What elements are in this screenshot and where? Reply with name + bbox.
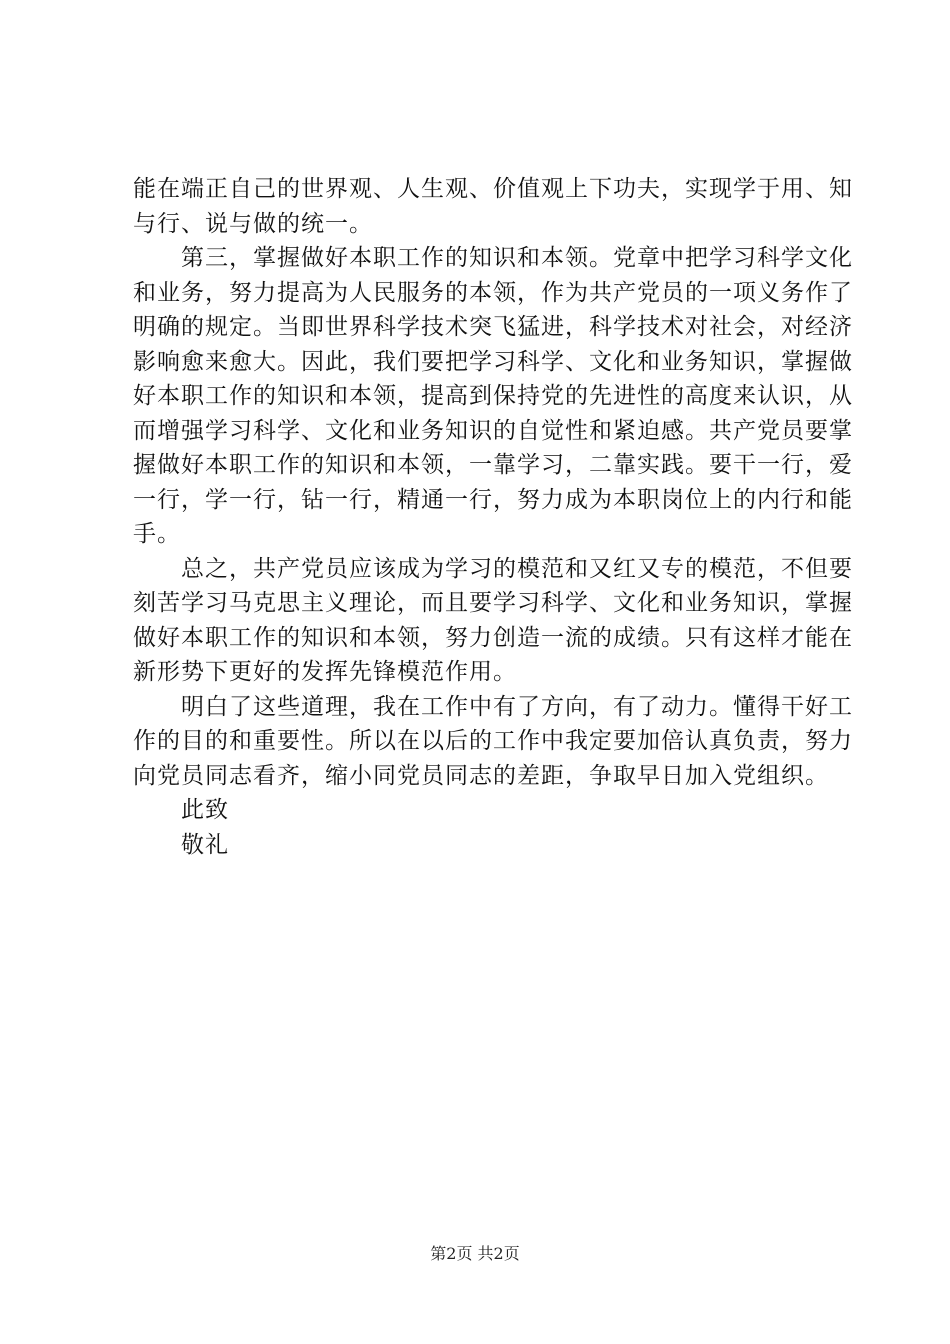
document-body <box>133 172 853 862</box>
paragraph-continuation: 能在端正自己的世界观、人生观、价值观上下功夫，实现学于用、知与行、说与做的统一。 <box>133 176 853 237</box>
page-footer: 第2页 共2页 <box>430 1244 520 1263</box>
closing-salutation: 此致 <box>181 797 229 823</box>
paragraph-summary: 总之，共产党员应该成为学习的模范和又红又专的模范，不但要刻苦学习马克思主义理论，而且要学习科学、文化和业务知识，掌握做好本职工作的知识和本领，努力创造一流的成绩。只有这样才能在新形势下更好的发挥先锋模范作用。 <box>133 555 853 685</box>
paragraph-third-point: 第三，掌握做好本职工作的知识和本领。党章中把学习科学文化和业务，努力提高为人民服务的本领，作为共产党员的一项义务作了明确的规定。当即世界科学技术突飞猛进，科学技术对社会，对经济影响愈来愈大。因此，我们要把学习科学、文化和业务知识，掌握做好本职工作的知识和本领，提高到保持党的先进性的高度来认识，从而增强学习科学、文化和业务知识的自觉性和紧迫感。共产党员要掌握做好本职工作的知识和本领，一靠学习，二靠实践。要干一行，爱一行，学一行，钻一行，精通一行，努力成为本职岗位上的内行和能手。 <box>133 245 853 547</box>
paragraph-conclusion: 明白了这些道理，我在工作中有了方向，有了动力。懂得干好工作的目的和重要性。所以在以后的工作中我定要加倍认真负责，努力向党员同志看齐，缩小同党员同志的差距，争取早日加入党组织。 <box>133 693 853 789</box>
closing-regards: 敬礼 <box>181 831 229 858</box>
